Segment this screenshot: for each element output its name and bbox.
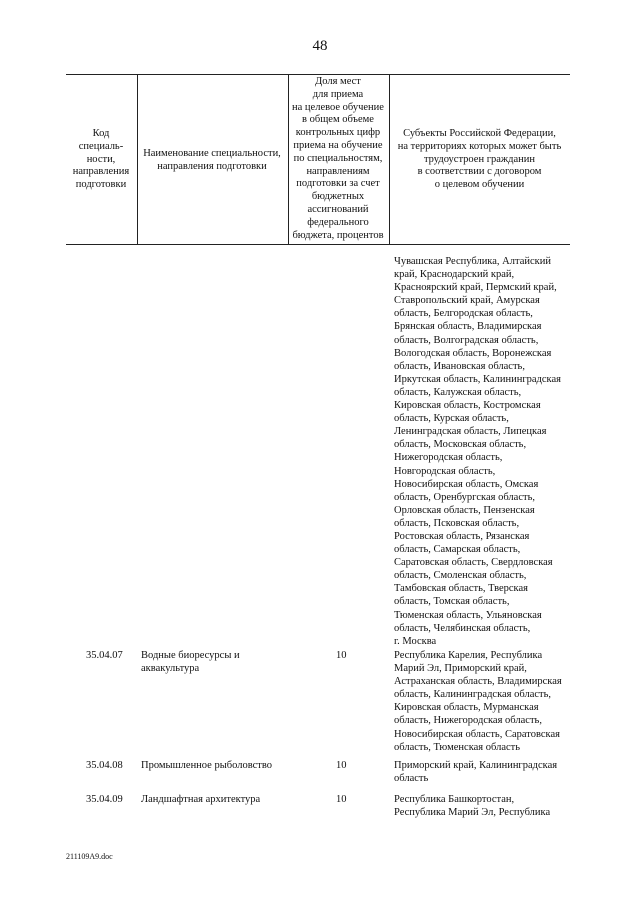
row-name: Промышленное рыболовство <box>141 760 272 771</box>
header-name: Наименование специальности, направления подготовки <box>143 148 281 172</box>
row-code: 35.04.07 <box>86 650 123 661</box>
document-footer-filename: 211109A9.doc <box>66 852 113 861</box>
table-top-rule <box>66 74 570 75</box>
row-subjects: Республика Башкортостан, Республика Марий Эл, Республика <box>394 794 551 819</box>
row-name: Водные биоресурсы и аквакультура <box>141 650 240 675</box>
row-share: 10 <box>336 760 347 771</box>
row-code: 35.04.09 <box>86 794 123 805</box>
header-bottom-rule <box>66 244 570 245</box>
row-share: 10 <box>336 794 347 805</box>
row-code: 35.04.08 <box>86 760 123 771</box>
header-share: Доля мест для приема на целевое обучение в общем объеме контрольных цифр приема на обучение по специальностям, направлениям подготовки за счет бюджетных ассигнований федерального бюджета, процентов <box>292 76 384 241</box>
row-subjects: Республика Карелия, Республика Марий Эл, Приморский край, Астраханская область, Владимирская область, Калининградская область, Кировская область, Мурманская область, Нижегородская область, Новосибирская область, Саратовская область, Тюменская область <box>394 650 562 753</box>
continued-subjects-list: Чувашская Республика, Алтайский край, Краснодарский край, Красноярский край, Пермский край, Ставропольский край, Амурская область, Белгородская область, Брянская область, Владимирская область, Волгоградская область, Вологодская область, Воронежская область, Ивановская область, Иркутская область, Калининградская область, Калужская область, Кировская область, Костромская область, Курская область, Ленинградская область, Липецкая область, Московская область, Нижегородская область, Новгородская область, Новосибирская область, Омская область, Оренбургская область, Орловская область, Пензенская область, Псковская область, Ростовская область, Рязанская область, Самарская область, Саратовская область, Свердловская область, Смоленская область, Тамбовская область, Тверская область, Томская область, Тюменская область, Ульяновская область, Челябинская область, г. Москва <box>394 256 561 647</box>
header-subjects: Субъекты Российской Федерации, на территориях которых может быть трудоустроен гражданин в соответствии с договором о целевом обучении <box>397 128 562 191</box>
page-number: 48 <box>312 38 328 54</box>
row-subjects: Приморский край, Калининградская область <box>394 760 558 785</box>
row-name: Ландшафтная архитектура <box>141 794 261 805</box>
row-share: 10 <box>336 650 347 661</box>
header-code: Код специаль- ности, направления подготовки <box>72 128 130 191</box>
